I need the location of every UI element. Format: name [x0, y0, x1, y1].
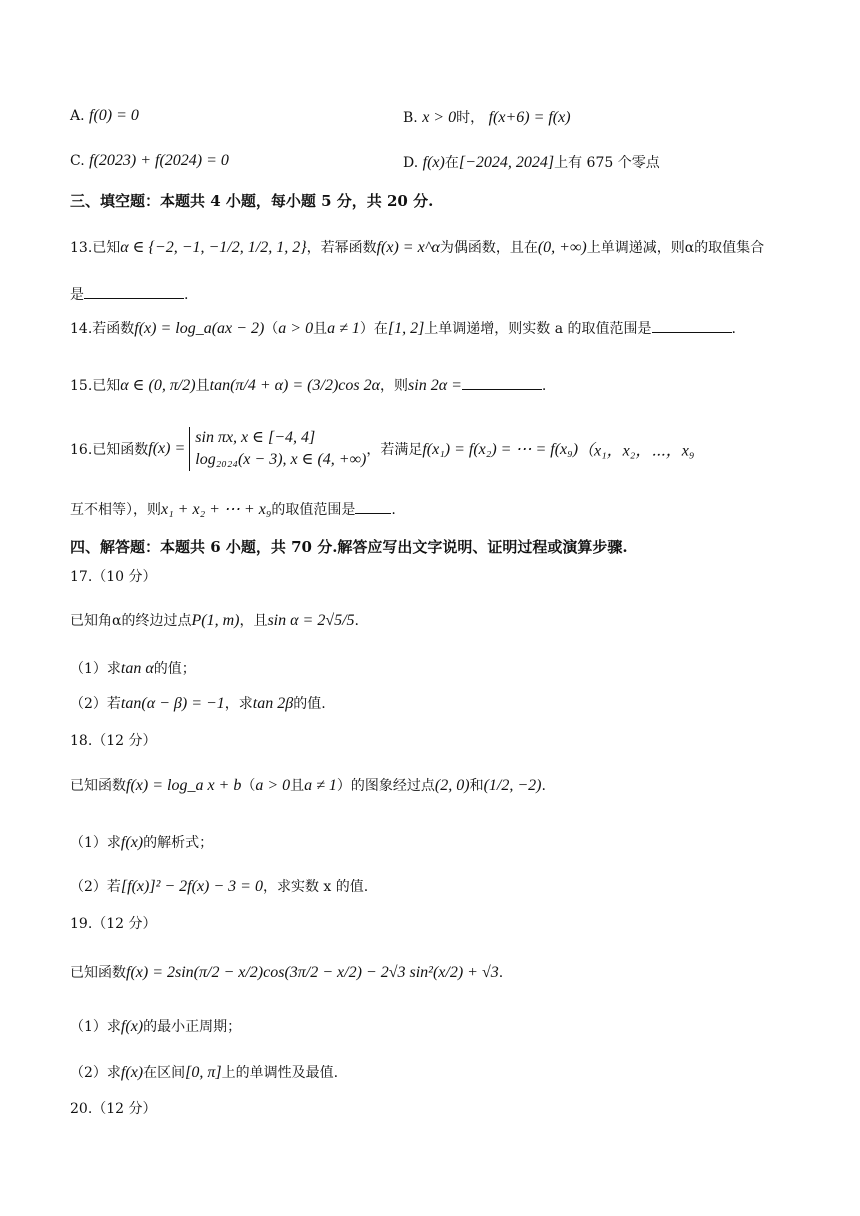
q18-p1-text: 的解析式；	[143, 835, 214, 851]
option-d-text-2: 上有 675 个零点	[554, 155, 660, 171]
q15-number: 15.已知	[70, 378, 121, 394]
question-16	[70, 427, 694, 471]
q18-text-1: 已知函数	[70, 778, 126, 794]
q18-p2-math: [f(x)]² − 2f(x) − 3 = 0	[120, 878, 263, 895]
q17-p1-math: tan α	[120, 660, 154, 677]
q18-part-2	[70, 876, 368, 896]
section-4-heading: 四、解答题：本题共 6 小题，共 70 分.解答应写出文字说明、证明过程或演算步骤.	[70, 538, 628, 556]
q19-p1-label: （1）求	[70, 1019, 121, 1035]
question-13-line-2	[70, 284, 188, 304]
q19-p2-text-1: 在区间	[143, 1065, 186, 1081]
q19-p2-label: （2）求	[70, 1065, 121, 1081]
q17-part-1	[70, 658, 196, 678]
q20-number: 20.（12 分）	[70, 1101, 157, 1117]
q15-answer-blank[interactable]	[462, 375, 542, 390]
q18-p2-text: ，求实数 x 的值.	[262, 879, 369, 895]
q19-p2-text-2: 上的单调性及最值.	[221, 1065, 339, 1081]
q19-text-1: 已知函数	[70, 965, 126, 981]
q18-text-3: 且	[290, 778, 305, 794]
q16-text-4: 的取值范围是	[271, 502, 356, 518]
option-b-text: 时，	[456, 110, 485, 126]
q18-math-3: a ≠ 1	[304, 777, 337, 794]
q15-text-1: 且	[195, 378, 210, 394]
q17-p2-label: （2）若	[70, 696, 121, 712]
option-d-text-1: 在	[444, 155, 459, 171]
q14-end: .	[731, 321, 736, 337]
option-b-math-1: x > 0	[422, 109, 457, 126]
q16-math-3: x₁ + x₂ + ⋯ + x₉	[161, 501, 272, 518]
option-b	[403, 107, 571, 127]
q18-math-2: a > 0	[255, 777, 291, 794]
q15-math-2: tan(π/4 + α) = (3/2)cos 2α	[209, 377, 381, 394]
q19-p1-math: f(x)	[120, 1018, 144, 1035]
q18-part-1	[70, 832, 213, 852]
q16-piecewise	[189, 427, 366, 471]
q18-p2-label: （2）若	[70, 879, 121, 895]
q16-case-2: log₂₀₂₄(x − 3), x ∈ (4, +∞)	[195, 451, 367, 468]
q18-number: 18.（12 分）	[70, 733, 157, 749]
q19-part-1	[70, 1016, 241, 1036]
q13-math-2: f(x) = x^α	[376, 239, 440, 256]
q13-text-4: 是	[70, 287, 84, 303]
option-c-label: C.	[70, 153, 90, 169]
option-a	[70, 107, 139, 125]
q19-p2-math-2: [0, π]	[185, 1064, 222, 1081]
q19-number: 19.（12 分）	[70, 916, 157, 932]
question-13	[70, 237, 764, 257]
q16-end: .	[391, 502, 396, 518]
q13-end: .	[184, 287, 189, 303]
q14-number: 14.若函数	[70, 321, 135, 337]
q14-answer-blank[interactable]	[652, 318, 732, 333]
q16-answer-blank[interactable]	[355, 499, 391, 514]
q19-end: .	[498, 965, 504, 981]
q19-math-1: f(x) = 2sin(π/2 − x/2)cos(3π/2 − x/2) − 2√3 sin²(x/2) + √3	[126, 964, 499, 981]
q16-text-3: 互不相等），则	[70, 502, 161, 518]
q15-text-2: ，则	[380, 378, 409, 394]
q17-end: .	[354, 613, 359, 629]
q13-answer-blank[interactable]	[84, 284, 184, 299]
option-d-math-1: f(x)	[422, 154, 445, 171]
q17-p2-math-1: tan(α − β) = −1	[120, 695, 225, 712]
q19-part-2	[70, 1062, 338, 1082]
q14-math-3: a ≠ 1	[327, 320, 360, 337]
q13-number: 13.已知	[70, 240, 121, 256]
q13-text-2: 为偶函数，且在	[439, 240, 538, 256]
q18-end: .	[541, 778, 546, 794]
q16-number: 16.已知函数	[70, 442, 149, 458]
option-c-math: f(2023) + f(2024) = 0	[89, 152, 229, 169]
question-15	[70, 375, 546, 395]
q16-text-1: ，若满足	[366, 442, 423, 458]
q18-math-1: f(x) = log_a x + b	[126, 777, 242, 794]
q17-p2-math-2: tan 2β	[252, 695, 294, 712]
q18-text-5: 和	[469, 778, 484, 794]
q14-math-2: a > 0	[278, 320, 314, 337]
q14-math-4: [1, 2]	[387, 320, 425, 337]
q18-text-4: ）的图象经过点	[336, 778, 435, 794]
option-d-label: D.	[403, 155, 423, 171]
q19-p1-text: 的最小正周期；	[143, 1019, 242, 1035]
q17-math-2: sin α = 2√5/5	[267, 612, 355, 629]
question-14	[70, 318, 736, 338]
q17-text-1: 已知角α的终边过点	[70, 613, 192, 629]
option-a-math: f(0) = 0	[89, 107, 139, 124]
q18-p1-label: （1）求	[70, 835, 121, 851]
option-d-math-2: [−2024, 2024]	[458, 154, 555, 171]
q16-text-2: （x₁，x₂，⋯，x₉	[578, 442, 695, 460]
option-d	[403, 152, 660, 172]
q17-number: 17.（10 分）	[70, 569, 157, 585]
q17-stem	[70, 610, 359, 630]
q17-text-2: ，且	[239, 613, 268, 629]
q17-p1-label: （1）求	[70, 661, 121, 677]
q17-part-2	[70, 693, 326, 713]
q15-math-3: sin 2α =	[408, 377, 462, 394]
q14-math-1: f(x) = log_a(ax − 2)	[134, 320, 265, 337]
q13-math-3: (0, +∞)	[537, 239, 587, 256]
q17-p2-text-2: 的值.	[293, 696, 326, 712]
q13-text-3: 上单调递减，则α的取值集合	[586, 240, 765, 256]
option-b-label: B.	[403, 110, 423, 126]
q19-p2-math-1: f(x)	[120, 1064, 144, 1081]
q18-text-2: （	[241, 778, 256, 794]
q17-p2-text-1: ，求	[224, 696, 253, 712]
q14-text-1: （	[264, 321, 279, 337]
q14-text-3: ）在	[359, 321, 388, 337]
q18-stem	[70, 775, 546, 795]
q19-stem	[70, 962, 503, 982]
q13-math-1: α ∈ {−2, −1, −1/2, 1/2, 1, 2}	[120, 239, 307, 256]
question-16-line-2	[70, 499, 396, 519]
q16-case-1: sin πx, x ∈ [−4, 4]	[195, 429, 316, 446]
q18-p1-math: f(x)	[120, 834, 144, 851]
q15-math-1: α ∈ (0, π/2)	[120, 377, 196, 394]
q17-math-1: P(1, m)	[191, 612, 240, 629]
q13-text-1: ，若幂函数	[306, 240, 377, 256]
q18-math-4: (2, 0)	[434, 777, 470, 794]
option-c	[70, 152, 229, 170]
q16-math-2: f(x₁) = f(x₂) = ⋯ = f(x₉)	[422, 441, 579, 458]
section-3-heading: 三、填空题：本题共 4 小题，每小题 5 分，共 20 分.	[70, 192, 434, 210]
q14-text-4: 上单调递增，则实数 a 的取值范围是	[424, 321, 652, 337]
q18-math-5: (1/2, −2)	[483, 777, 542, 794]
option-b-math-2: f(x+6) = f(x)	[488, 109, 571, 126]
q15-end: .	[541, 378, 547, 394]
q17-p1-text: 的值；	[153, 661, 196, 677]
q14-text-2: 且	[313, 321, 328, 337]
q16-math-1: f(x) =	[148, 440, 186, 457]
option-a-label: A.	[70, 108, 90, 124]
